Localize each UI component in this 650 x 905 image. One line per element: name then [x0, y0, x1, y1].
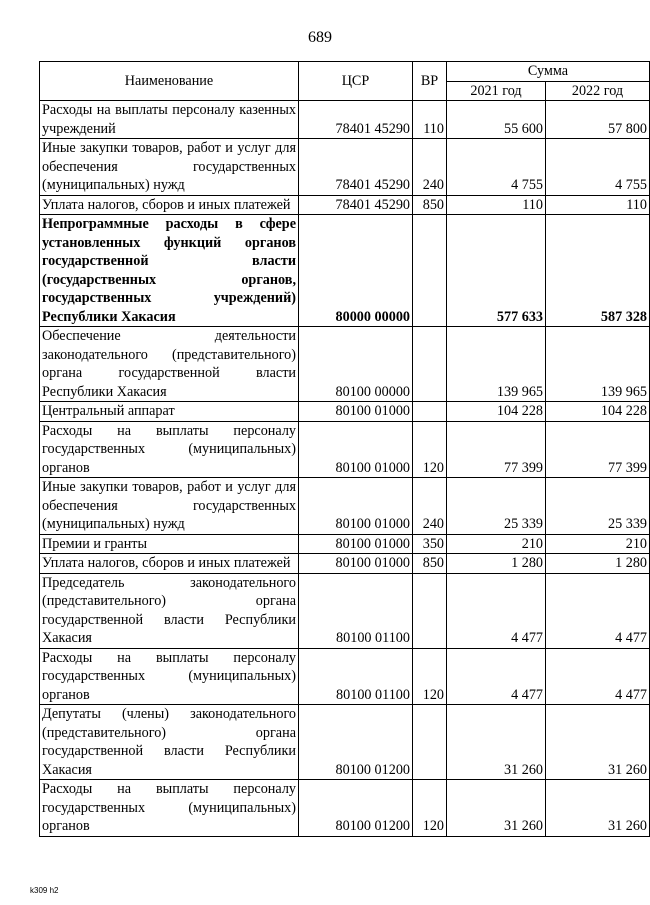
- row-vr: 850: [413, 195, 447, 215]
- row-amount-2021: 25 339: [447, 478, 546, 535]
- row-amount-2022: 4 755: [546, 139, 650, 196]
- row-vr: [413, 402, 447, 422]
- row-amount-2021: 110: [447, 195, 546, 215]
- row-csr: 78401 45290: [299, 101, 413, 139]
- table-row: [40, 478, 650, 535]
- row-vr: [413, 327, 447, 402]
- row-name: Уплата налогов, сборов и иных платежей: [40, 195, 299, 215]
- row-name: Уплата налогов, сборов и иных платежей: [40, 554, 299, 574]
- column-header-2022: 2022 год: [546, 81, 650, 101]
- table-row: [40, 139, 650, 196]
- row-name: Центральный аппарат: [40, 402, 299, 422]
- table-row: [40, 573, 650, 648]
- row-amount-2022: 31 260: [546, 705, 650, 780]
- row-amount-2021: 4 477: [447, 648, 546, 705]
- table-row: [40, 705, 650, 780]
- row-name: Расходы на выплаты персоналу государственных (муниципальных) органов: [40, 421, 299, 478]
- row-amount-2021: 77 399: [447, 421, 546, 478]
- row-name: Обеспечение деятельности законодательного (представительного) органа государственной власти Республики Хакасия: [40, 327, 299, 402]
- row-amount-2022: 4 477: [546, 573, 650, 648]
- row-vr: 120: [413, 648, 447, 705]
- table-row: [40, 195, 650, 215]
- row-csr: 80100 01100: [299, 573, 413, 648]
- row-csr: 80100 01000: [299, 478, 413, 535]
- row-amount-2022: 139 965: [546, 327, 650, 402]
- budget-table: [39, 61, 650, 837]
- row-vr: 110: [413, 101, 447, 139]
- table-row: [40, 780, 650, 837]
- row-vr: 850: [413, 554, 447, 574]
- row-vr: 120: [413, 421, 447, 478]
- row-csr: 80100 01200: [299, 780, 413, 837]
- row-csr: 80100 01100: [299, 648, 413, 705]
- row-amount-2022: 4 477: [546, 648, 650, 705]
- row-amount-2021: 55 600: [447, 101, 546, 139]
- row-amount-2021: 31 260: [447, 780, 546, 837]
- row-name: Расходы на выплаты персоналу государственных (муниципальных) органов: [40, 648, 299, 705]
- table-row: [40, 215, 650, 327]
- row-amount-2022: 1 280: [546, 554, 650, 574]
- table-row: [40, 648, 650, 705]
- row-amount-2021: 4 477: [447, 573, 546, 648]
- row-csr: 80100 01000: [299, 421, 413, 478]
- row-csr: 80100 00000: [299, 327, 413, 402]
- row-name: Непрограммные расходы в сфере установленных функций органов государственной власти (государственных органов, государственных учреждений) Республики Хакасия: [40, 215, 299, 327]
- footer-code: k309 h2: [30, 886, 59, 895]
- row-name: Председатель законодательного (представительного) органа государственной власти Республики Хакасия: [40, 573, 299, 648]
- row-name: Депутаты (члены) законодательного (представительного) органа государственной власти Республики Хакасия: [40, 705, 299, 780]
- row-amount-2021: 139 965: [447, 327, 546, 402]
- row-name: Иные закупки товаров, работ и услуг для обеспечения государственных (муниципальных) нужд: [40, 478, 299, 535]
- row-amount-2021: 31 260: [447, 705, 546, 780]
- row-amount-2021: 104 228: [447, 402, 546, 422]
- row-csr: 78401 45290: [299, 139, 413, 196]
- row-amount-2022: 587 328: [546, 215, 650, 327]
- column-header-csr: ЦСР: [299, 62, 413, 101]
- row-csr: 80100 01000: [299, 554, 413, 574]
- row-amount-2021: 4 755: [447, 139, 546, 196]
- column-header-sum: Сумма: [447, 62, 650, 82]
- row-vr: 240: [413, 139, 447, 196]
- table-row: [40, 421, 650, 478]
- row-csr: 80100 01000: [299, 402, 413, 422]
- row-vr: [413, 573, 447, 648]
- row-amount-2022: 25 339: [546, 478, 650, 535]
- table-row: [40, 327, 650, 402]
- column-header-vr: ВР: [413, 62, 447, 101]
- row-amount-2021: 1 280: [447, 554, 546, 574]
- row-vr: 240: [413, 478, 447, 535]
- table-row: [40, 402, 650, 422]
- row-csr: 78401 45290: [299, 195, 413, 215]
- row-amount-2022: 77 399: [546, 421, 650, 478]
- row-vr: [413, 705, 447, 780]
- table-body: [40, 101, 650, 837]
- row-csr: 80100 01000: [299, 534, 413, 554]
- row-name: Расходы на выплаты персоналу казенных учреждений: [40, 101, 299, 139]
- row-name: Премии и гранты: [40, 534, 299, 554]
- row-amount-2022: 210: [546, 534, 650, 554]
- row-name: Расходы на выплаты персоналу государственных (муниципальных) органов: [40, 780, 299, 837]
- row-vr: 120: [413, 780, 447, 837]
- table-row: [40, 534, 650, 554]
- row-amount-2022: 104 228: [546, 402, 650, 422]
- row-vr: 350: [413, 534, 447, 554]
- row-amount-2021: 577 633: [447, 215, 546, 327]
- row-amount-2022: 31 260: [546, 780, 650, 837]
- row-amount-2021: 210: [447, 534, 546, 554]
- row-amount-2022: 57 800: [546, 101, 650, 139]
- column-header-name: Наименование: [40, 62, 299, 101]
- column-header-2021: 2021 год: [447, 81, 546, 101]
- row-csr: 80100 01200: [299, 705, 413, 780]
- row-name: Иные закупки товаров, работ и услуг для обеспечения государственных (муниципальных) нужд: [40, 139, 299, 196]
- table-row: [40, 554, 650, 574]
- row-csr: 80000 00000: [299, 215, 413, 327]
- row-vr: [413, 215, 447, 327]
- row-amount-2022: 110: [546, 195, 650, 215]
- page-number: 689: [308, 29, 332, 46]
- table-row: [40, 101, 650, 139]
